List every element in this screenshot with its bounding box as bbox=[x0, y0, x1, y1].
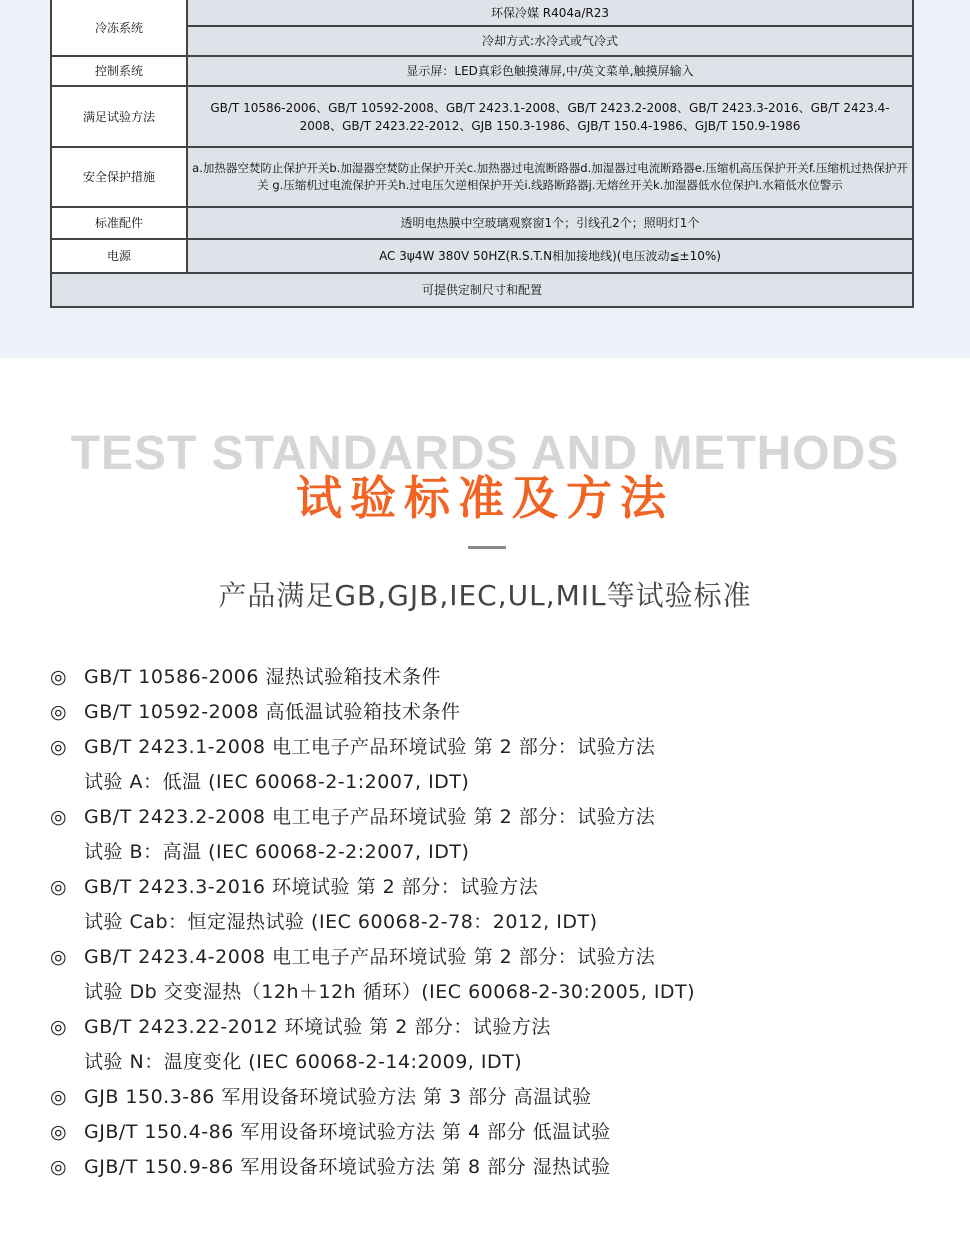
row-label-accessories: 标准配件 bbox=[51, 207, 187, 239]
row-label-methods: 满足试验方法 bbox=[51, 86, 187, 147]
list-item bbox=[50, 730, 930, 765]
bullet-icon: ◎ bbox=[50, 736, 68, 758]
list-item bbox=[50, 660, 930, 695]
table-row bbox=[51, 86, 913, 147]
list-item bbox=[50, 940, 930, 975]
standard-text: GJB/T 150.4-86 军用设备环境试验方法 第 4 部分 低温试验 bbox=[84, 1121, 611, 1143]
standard-text: GB/T 2423.1-2008 电工电子产品环境试验 第 2 部分：试验方法 bbox=[84, 736, 656, 758]
row-value-power: AC 3ψ4W 380V 50HZ(R.S.T.N相加接地线)(电压波动≦±10%) bbox=[187, 239, 913, 273]
list-item bbox=[50, 1080, 930, 1115]
standard-text: 试验 A：低温 (IEC 60068-2-1:2007, IDT) bbox=[84, 771, 470, 793]
standard-text: GB/T 2423.3-2016 环境试验 第 2 部分：试验方法 bbox=[84, 876, 539, 898]
table-footer-custom: 可提供定制尺寸和配置 bbox=[51, 273, 913, 307]
list-item bbox=[50, 1115, 930, 1150]
standard-text: GB/T 10586-2006 湿热试验箱技术条件 bbox=[84, 666, 441, 688]
bullet-icon: ◎ bbox=[50, 876, 68, 898]
row-label-power: 电源 bbox=[51, 239, 187, 273]
bullet-icon: ◎ bbox=[50, 946, 68, 968]
standards-list bbox=[50, 660, 930, 1185]
bullet-icon bbox=[50, 1045, 84, 1080]
table-row bbox=[51, 147, 913, 207]
row-value-accessories: 透明电热膜中空玻璃观察窗1个；引线孔2个；照明灯1个 bbox=[187, 207, 913, 239]
list-item bbox=[50, 800, 930, 835]
section-title: 试验标准及方法 bbox=[296, 471, 674, 525]
standard-text: 试验 Db 交变湿热（12h＋12h 循环）(IEC 60068-2-30:2005, IDT) bbox=[84, 981, 696, 1003]
table-row bbox=[51, 56, 913, 86]
list-item bbox=[50, 1150, 930, 1185]
row-value-safety: a.加热器空焚防止保护开关b.加湿器空焚防止保护开关c.加热器过电流断路器d.加湿器过电流断路器e.压缩机高压保护开关f.压缩机过热保护开关 g.压缩机过电流保护开关h.过电压欠逆相保护开关i.线路断路器j.无熔丝开关k.加湿器低水位保护l.水箱低水位警示 bbox=[187, 147, 913, 207]
standard-text: GB/T 2423.22-2012 环境试验 第 2 部分：试验方法 bbox=[84, 1016, 551, 1038]
row-value-methods: GB/T 10586-2006、GB/T 10592-2008、GB/T 2423.1-2008、GB/T 2423.2-2008、GB/T 2423.3-2016、GB/T 2423.4-2008、GB/T 2423.22-2012、GJB 150.3-1986、GJB/T 150.4-1986、GJB/T 150.9-1986 bbox=[187, 86, 913, 147]
table-row bbox=[51, 239, 913, 273]
bullet-icon bbox=[50, 905, 84, 940]
bullet-icon: ◎ bbox=[50, 1156, 68, 1178]
list-item bbox=[50, 905, 930, 940]
section-subtitle: 产品满足GB,GJB,IEC,UL,MIL等试验标准 bbox=[218, 579, 752, 612]
row-label-control: 控制系统 bbox=[51, 56, 187, 86]
table-row bbox=[51, 207, 913, 239]
bullet-icon: ◎ bbox=[50, 1016, 68, 1038]
section-watermark: TEST STANDARDS AND METHODS bbox=[70, 427, 900, 480]
bullet-icon: ◎ bbox=[50, 701, 68, 723]
bullet-icon bbox=[50, 975, 84, 1010]
row-value-refrigerant: 环保冷媒 R404a/R23 bbox=[187, 0, 913, 26]
row-label-safety: 安全保护措施 bbox=[51, 147, 187, 207]
standard-text: GJB 150.3-86 军用设备环境试验方法 第 3 部分 高温试验 bbox=[84, 1086, 592, 1108]
list-item bbox=[50, 870, 930, 905]
bullet-icon: ◎ bbox=[50, 1121, 68, 1143]
standard-text: 试验 N：温度变化 (IEC 60068-2-14:2009, IDT) bbox=[84, 1051, 523, 1073]
standard-text: 试验 Cab：恒定湿热试验 (IEC 60068-2-78：2012, IDT) bbox=[84, 911, 598, 933]
standard-text: GB/T 2423.2-2008 电工电子产品环境试验 第 2 部分：试验方法 bbox=[84, 806, 656, 828]
row-value-cooling: 冷却方式:水冷式或气冷式 bbox=[187, 26, 913, 56]
bullet-icon: ◎ bbox=[50, 806, 68, 828]
table-row bbox=[51, 273, 913, 307]
row-value-control: 显示屏：LED真彩色触摸薄屏,中/英文菜单,触摸屏输入 bbox=[187, 56, 913, 86]
list-item bbox=[50, 1010, 930, 1045]
bullet-icon bbox=[50, 835, 84, 870]
bullet-icon: ◎ bbox=[50, 666, 68, 688]
list-item bbox=[50, 835, 930, 870]
standard-text: 试验 B：高温 (IEC 60068-2-2:2007, IDT) bbox=[84, 841, 470, 863]
list-item bbox=[50, 975, 930, 1010]
standard-text: GB/T 10592-2008 高低温试验箱技术条件 bbox=[84, 701, 461, 723]
list-item bbox=[50, 695, 930, 730]
standard-text: GB/T 2423.4-2008 电工电子产品环境试验 第 2 部分：试验方法 bbox=[84, 946, 656, 968]
row-label-refrigeration: 冷冻系统 bbox=[51, 0, 187, 56]
spec-table bbox=[50, 0, 914, 308]
bullet-icon bbox=[50, 765, 84, 800]
table-row bbox=[51, 0, 913, 26]
title-divider bbox=[468, 546, 506, 549]
list-item bbox=[50, 765, 930, 800]
list-item bbox=[50, 1045, 930, 1080]
standard-text: GJB/T 150.9-86 军用设备环境试验方法 第 8 部分 湿热试验 bbox=[84, 1156, 611, 1178]
bullet-icon: ◎ bbox=[50, 1086, 68, 1108]
